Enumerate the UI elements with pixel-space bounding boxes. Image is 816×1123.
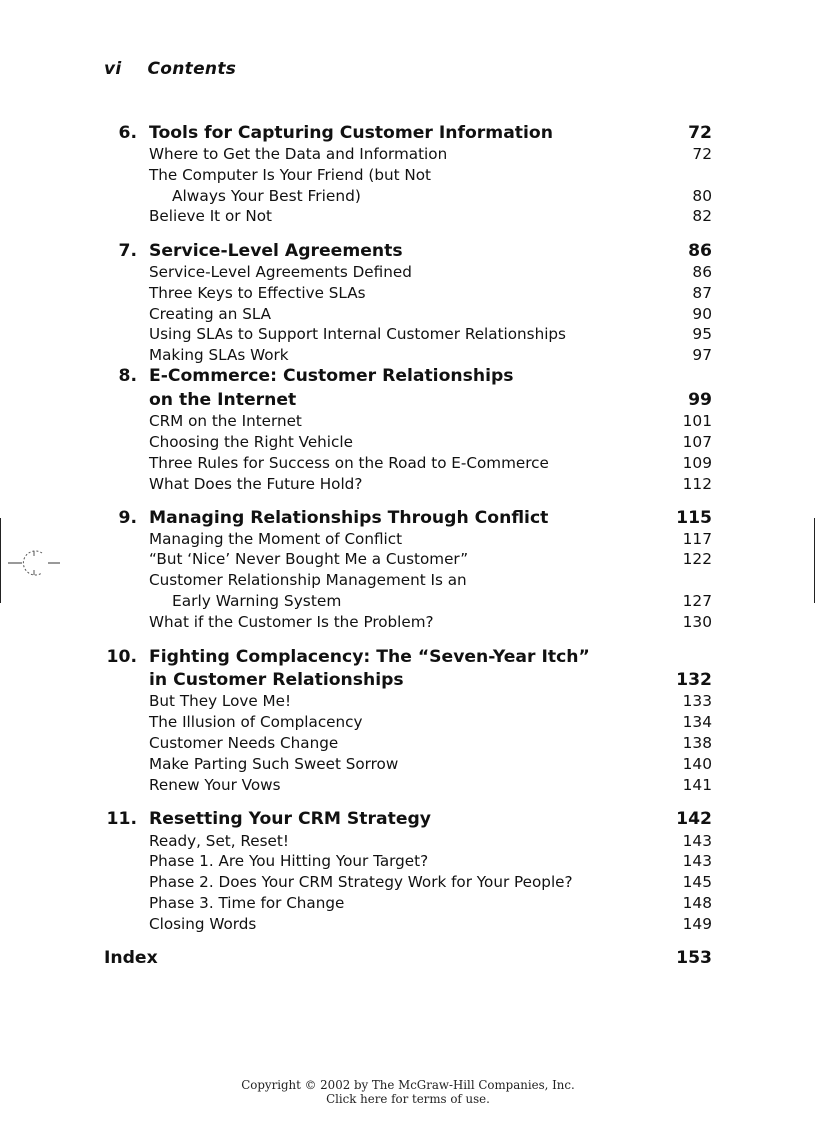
toc-section-entry[interactable]: [0, 433, 816, 454]
page-number: 86: [692, 263, 712, 281]
entry-title: Tools for Capturing Customer Information: [149, 123, 553, 143]
page-number: 82: [692, 207, 712, 225]
entry-title: Using SLAs to Support Internal Customer Relationships: [149, 325, 566, 343]
entry-title: Where to Get the Data and Information: [149, 145, 448, 163]
page-number: 148: [682, 894, 712, 912]
page-number: 127: [682, 592, 712, 610]
page-number: 115: [676, 508, 712, 528]
toc-section-entry[interactable]: [0, 894, 816, 915]
entry-title: The Computer Is Your Friend (but Not: [149, 166, 431, 184]
entry-title: Resetting Your CRM Strategy: [149, 809, 431, 829]
entry-title: Service-Level Agreements: [149, 241, 403, 261]
toc-chapter-entry[interactable]: [0, 508, 816, 531]
toc-section-entry[interactable]: [0, 263, 816, 284]
toc-section-entry[interactable]: [0, 530, 816, 551]
toc-section-entry[interactable]: [0, 755, 816, 776]
entry-title: Index: [104, 948, 158, 968]
entry-title: Believe It or Not: [149, 207, 272, 225]
folio: vi: [104, 59, 122, 79]
section-title: Contents: [147, 59, 237, 79]
entry-title: Three Keys to Effective SLAs: [149, 284, 366, 302]
page-number: 153: [676, 948, 712, 968]
chapter-number: 6.: [118, 123, 137, 143]
toc-section-entry[interactable]: [0, 873, 816, 894]
page-number: 134: [682, 713, 712, 731]
entry-title: Customer Needs Change: [149, 734, 339, 752]
toc-section-entry[interactable]: [0, 550, 816, 571]
toc-section-entry[interactable]: [0, 734, 816, 755]
entry-title: Early Warning System: [172, 592, 342, 610]
page-number: 95: [692, 325, 712, 343]
toc-section-entry[interactable]: [0, 692, 816, 713]
chapter-number: 7.: [118, 241, 137, 261]
entry-title: Phase 2. Does Your CRM Strategy Work for Your People?: [149, 873, 573, 891]
page-number: 99: [688, 390, 712, 410]
entry-title: Creating an SLA: [149, 305, 272, 323]
toc-chapter-entry[interactable]: [0, 366, 816, 389]
toc-section-entry[interactable]: [0, 475, 816, 496]
entry-title: The Illusion of Complacency: [149, 713, 363, 731]
page-number: 132: [676, 670, 712, 690]
toc-section-entry[interactable]: [0, 613, 816, 634]
entry-title: E-Commerce: Customer Relationships: [149, 366, 514, 386]
toc-section-entry[interactable]: [0, 207, 816, 228]
toc-section-entry[interactable]: [0, 412, 816, 433]
toc-section-entry[interactable]: [0, 346, 816, 367]
page-number: 109: [682, 454, 712, 472]
chapter-number: 9.: [118, 508, 137, 528]
page-number: 112: [682, 475, 712, 493]
toc-section-entry[interactable]: [0, 592, 816, 613]
entry-title: Three Rules for Success on the Road to E-Commerce: [149, 454, 549, 472]
toc-chapter-entry[interactable]: [0, 241, 816, 264]
entry-title: Customer Relationship Management Is an: [149, 571, 467, 589]
page-number: 140: [682, 755, 712, 773]
page-number: 149: [682, 915, 712, 933]
entry-title: Making SLAs Work: [149, 346, 289, 364]
page-number: 107: [682, 433, 712, 451]
toc-section-entry[interactable]: [0, 166, 816, 187]
chapter-number: 11.: [106, 809, 137, 829]
terms-of-use-link[interactable]: Click here for terms of use.: [326, 1092, 490, 1106]
toc-section-entry[interactable]: [0, 776, 816, 797]
entry-title: “But ‘Nice’ Never Bought Me a Customer”: [149, 550, 469, 568]
entry-title: What if the Customer Is the Problem?: [149, 613, 434, 631]
entry-title: Closing Words: [149, 915, 257, 933]
entry-title: Service-Level Agreements Defined: [149, 263, 412, 281]
page-number: 145: [682, 873, 712, 891]
entry-title: But They Love Me!: [149, 692, 292, 710]
toc-chapter-entry[interactable]: [0, 123, 816, 146]
entry-title: Managing Relationships Through Conflict: [149, 508, 549, 528]
registration-mark-icon: [8, 545, 60, 581]
page-number: 117: [682, 530, 712, 548]
entry-title: Managing the Moment of Conflict: [149, 530, 403, 548]
toc-section-entry[interactable]: [0, 305, 816, 326]
toc-chapter-entry[interactable]: [0, 948, 816, 971]
toc-chapter-entry[interactable]: [0, 390, 816, 413]
toc-section-entry[interactable]: [0, 852, 816, 873]
toc-section-entry[interactable]: [0, 325, 816, 346]
toc-section-entry[interactable]: [0, 145, 816, 166]
crop-mark-left: [0, 518, 1, 603]
toc-section-entry[interactable]: [0, 915, 816, 936]
chapter-number: 8.: [118, 366, 137, 386]
page-number: 72: [688, 123, 712, 143]
page-number: 87: [692, 284, 712, 302]
page-number: 97: [692, 346, 712, 364]
entry-title: Phase 3. Time for Change: [149, 894, 345, 912]
chapter-number: 10.: [106, 647, 137, 667]
toc-section-entry[interactable]: [0, 571, 816, 592]
entry-title: Renew Your Vows: [149, 776, 281, 794]
toc-section-entry[interactable]: [0, 284, 816, 305]
page-number: 122: [682, 550, 712, 568]
entry-title: Phase 1. Are You Hitting Your Target?: [149, 852, 429, 870]
entry-title: in Customer Relationships: [149, 670, 404, 690]
page-number: 138: [682, 734, 712, 752]
toc-section-entry[interactable]: [0, 713, 816, 734]
toc-chapter-entry[interactable]: [0, 670, 816, 693]
toc-section-entry[interactable]: [0, 454, 816, 475]
toc-section-entry[interactable]: [0, 187, 816, 208]
page-number: 130: [682, 613, 712, 631]
entry-title: What Does the Future Hold?: [149, 475, 363, 493]
entry-title: on the Internet: [149, 390, 297, 410]
copyright-notice: Copyright © 2002 by The McGraw-Hill Companies, Inc.: [241, 1078, 575, 1092]
page-number: 143: [682, 832, 712, 850]
page-number: 141: [682, 776, 712, 794]
page-number: 133: [682, 692, 712, 710]
toc-chapter-entry[interactable]: [0, 647, 816, 670]
page-number: 101: [682, 412, 712, 430]
toc-chapter-entry[interactable]: [0, 809, 816, 832]
page-number: 142: [676, 809, 712, 829]
entry-title: Make Parting Such Sweet Sorrow: [149, 755, 399, 773]
entry-title: CRM on the Internet: [149, 412, 302, 430]
entry-title: Ready, Set, Reset!: [149, 832, 289, 850]
page-number: 90: [692, 305, 712, 323]
entry-title: Fighting Complacency: The “Seven-Year Itch”: [149, 647, 590, 667]
page-number: 86: [688, 241, 712, 261]
page-number: 72: [692, 145, 712, 163]
page-number: 143: [682, 852, 712, 870]
running-head: [104, 59, 236, 79]
page-number: 80: [692, 187, 712, 205]
crop-mark-right: [814, 518, 815, 603]
footer: [0, 1078, 816, 1106]
entry-title: Choosing the Right Vehicle: [149, 433, 353, 451]
toc-section-entry[interactable]: [0, 832, 816, 853]
entry-title: Always Your Best Friend): [172, 187, 361, 205]
